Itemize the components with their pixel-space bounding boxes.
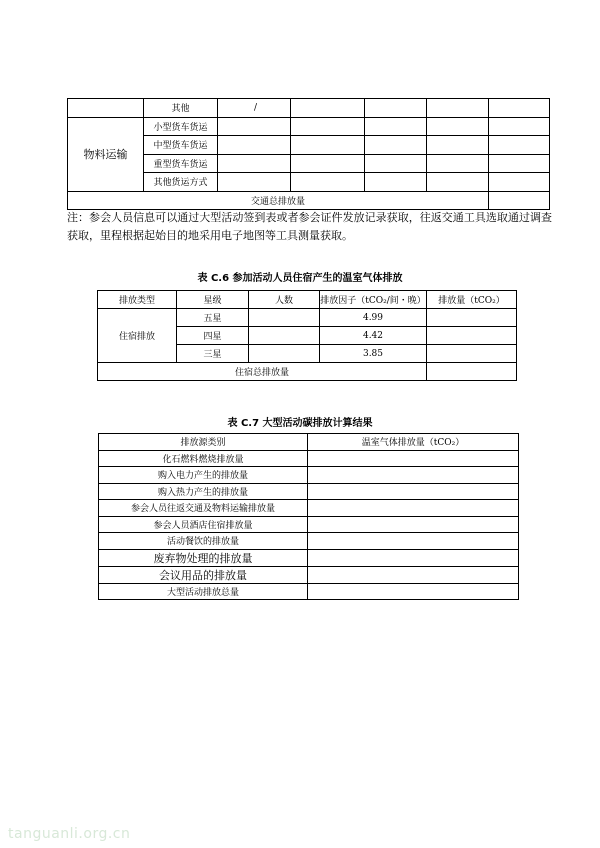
column-header: 排放类型 <box>98 291 177 309</box>
table-row <box>68 99 550 118</box>
table-row <box>99 500 519 517</box>
row-label-other: 其他 <box>144 99 218 118</box>
watermark: tanguanli.org.cn <box>8 826 131 842</box>
total-label-lodging: 住宿总排放量 <box>98 363 427 381</box>
table-row-total <box>68 191 550 210</box>
table-row <box>99 467 519 484</box>
source-label: 会议用品的排放量 <box>99 566 308 583</box>
factor-value: 4.42 <box>320 327 427 345</box>
table-row <box>99 450 519 467</box>
table-c6 <box>97 290 517 381</box>
source-label: 参会人员往返交通及物料运输排放量 <box>99 500 308 517</box>
table-c7 <box>98 433 519 600</box>
source-label: 购入电力产生的排放量 <box>99 467 308 484</box>
source-label: 大型活动排放总量 <box>99 583 308 600</box>
source-label: 活动餐饮的排放量 <box>99 533 308 550</box>
table-c7-caption: 表 C.7 大型活动碳排放计算结果 <box>227 418 373 429</box>
group-label-material-transport: 物料运输 <box>68 117 144 191</box>
source-label: 购入热力产生的排放量 <box>99 483 308 500</box>
table-row <box>68 117 550 136</box>
table-row <box>99 533 519 550</box>
table-note: 注：参会人员信息可以通过大型活动签到表或者参会证件发放记录获取，往返交通工具选取通过调查获取，里程根据起始目的地采用电子地图等工具测量获取。 <box>67 211 552 242</box>
source-label: 废弃物处理的排放量 <box>99 549 308 566</box>
table-c6-caption: 表 C.6 参加活动人员住宿产生的温室气体排放 <box>197 273 403 284</box>
factor-value: 4.99 <box>320 309 427 327</box>
star-label: 四星 <box>177 327 249 345</box>
item-label: 小型货车货运 <box>144 117 218 136</box>
source-label: 参会人员酒店住宿排放量 <box>99 516 308 533</box>
table-row <box>99 483 519 500</box>
table-row <box>99 549 519 566</box>
table-row <box>98 309 517 327</box>
cell-slash: / <box>218 99 291 118</box>
column-header: 排放源类别 <box>99 434 308 451</box>
table-header-row <box>98 291 517 309</box>
table-row <box>99 566 519 583</box>
table-header-row <box>99 434 519 451</box>
item-label: 中型货车货运 <box>144 136 218 155</box>
total-label-transport: 交通总排放量 <box>68 191 489 210</box>
item-label: 重型货车货运 <box>144 154 218 173</box>
item-label: 其他货运方式 <box>144 173 218 192</box>
source-label: 化石燃料燃烧排放量 <box>99 450 308 467</box>
table-c5-continuation <box>67 98 550 210</box>
column-header: 排放因子（tCO₂/间・晚） <box>320 291 427 309</box>
column-header: 人数 <box>249 291 320 309</box>
factor-value: 3.85 <box>320 345 427 363</box>
star-label: 三星 <box>177 345 249 363</box>
column-header: 温室气体排放量（tCO₂） <box>308 434 519 451</box>
table-row-total <box>99 583 519 600</box>
column-header: 排放量（tCO₂） <box>427 291 517 309</box>
table-row <box>99 516 519 533</box>
type-label-lodging: 住宿排放 <box>98 309 177 363</box>
column-header: 星级 <box>177 291 249 309</box>
star-label: 五星 <box>177 309 249 327</box>
table-row-total <box>98 363 517 381</box>
